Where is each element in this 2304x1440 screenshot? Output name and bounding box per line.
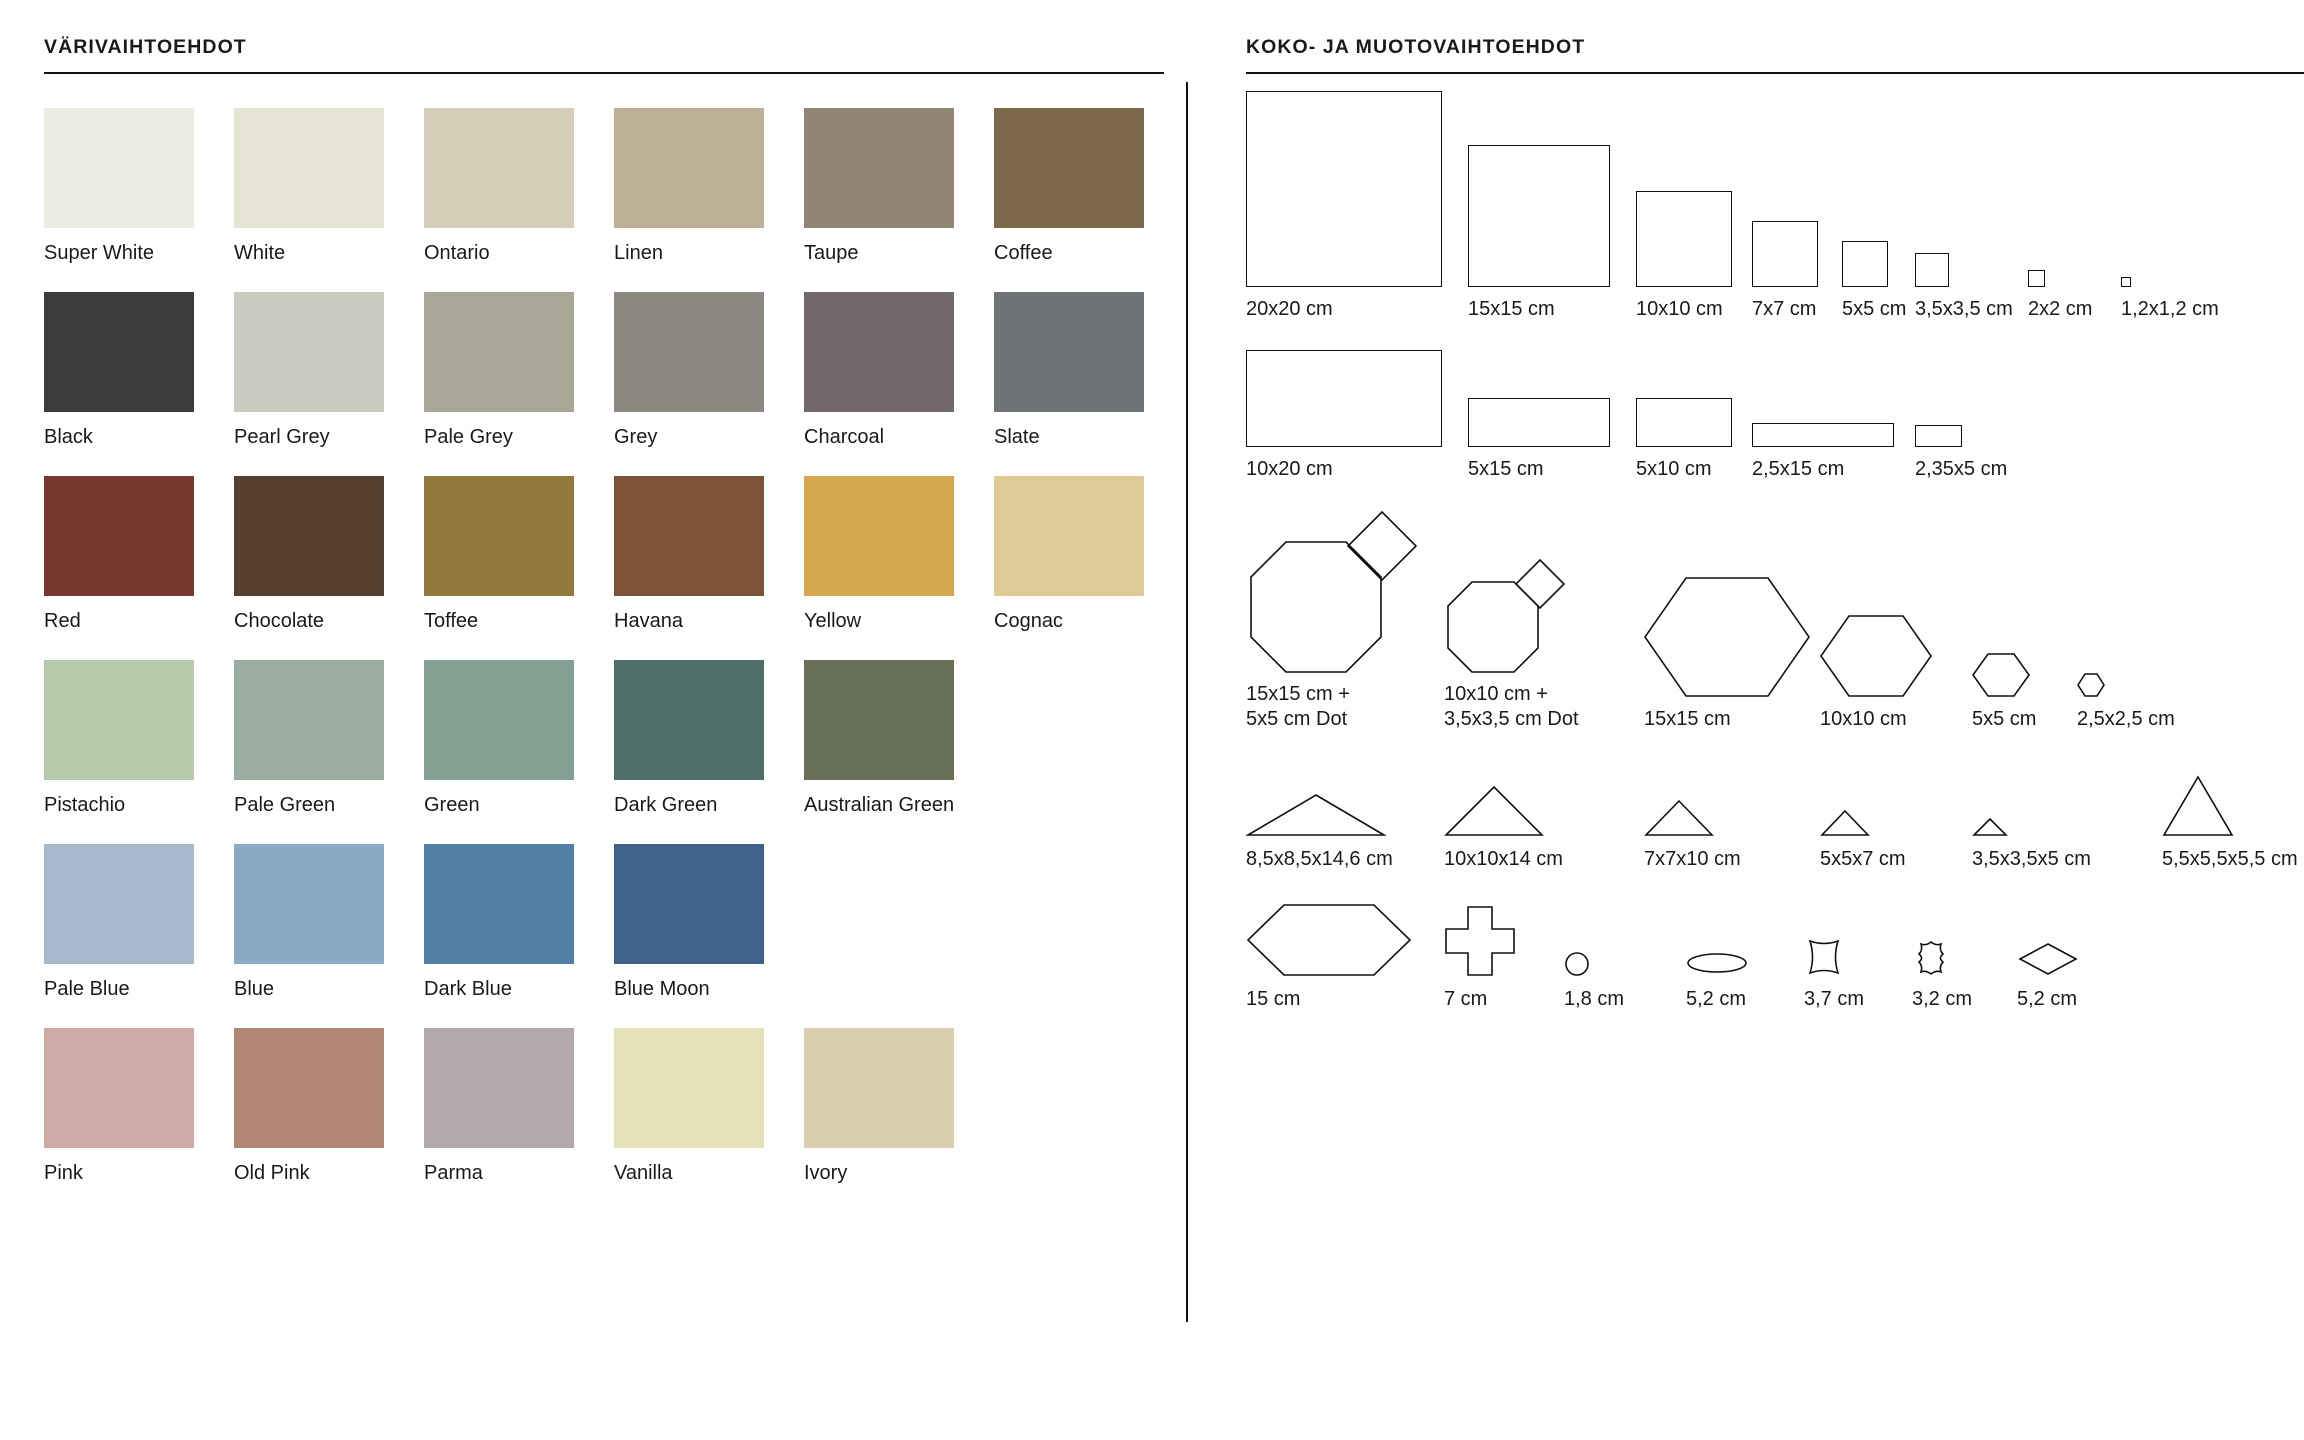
flower-shape bbox=[1912, 939, 1950, 977]
swatch-chip bbox=[234, 292, 384, 412]
swatch-label: Coffee bbox=[994, 242, 1053, 265]
shape-caption: 5,2 cm bbox=[2017, 988, 2078, 1011]
shape-item-square[interactable] bbox=[1752, 221, 1842, 322]
shape-caption: 7x7 cm bbox=[1752, 298, 1817, 321]
swatch-label: Grey bbox=[614, 426, 658, 449]
swatch-cell[interactable] bbox=[614, 292, 764, 449]
colour-swatch-grid bbox=[44, 108, 1164, 1185]
hexagon-shape bbox=[1644, 577, 1810, 697]
swatch-cell-empty bbox=[994, 660, 1144, 817]
shape-caption: 7x7x10 cm bbox=[1644, 848, 1741, 871]
swatch-chip bbox=[804, 660, 954, 780]
shape-item-triangle[interactable] bbox=[1444, 785, 1644, 872]
swatch-chip bbox=[614, 1028, 764, 1148]
swatch-label: Cognac bbox=[994, 610, 1063, 633]
swatch-cell[interactable] bbox=[804, 1028, 954, 1185]
swatch-chip bbox=[614, 660, 764, 780]
vertical-divider bbox=[1186, 82, 1188, 1322]
swatch-cell[interactable] bbox=[44, 660, 194, 817]
square-shape bbox=[2121, 277, 2131, 287]
rectangle-shape bbox=[1636, 398, 1732, 447]
shape-item-square[interactable] bbox=[2121, 277, 2241, 322]
swatch-label: Blue bbox=[234, 978, 275, 1001]
triangle-shape bbox=[1246, 793, 1386, 837]
shape-caption: 7 cm bbox=[1444, 988, 1488, 1011]
swatch-label: Pistachio bbox=[44, 794, 126, 817]
octagon-with-dot-shape bbox=[1444, 560, 1584, 672]
triangle-shapes-row bbox=[1246, 762, 2304, 872]
swatch-label: Red bbox=[44, 610, 81, 633]
swatch-cell[interactable] bbox=[614, 476, 764, 633]
shape-caption: 5x5 cm bbox=[1842, 298, 1907, 321]
shape-caption: 15x15 cm bbox=[1468, 298, 1555, 321]
swatch-cell[interactable] bbox=[614, 660, 764, 817]
colour-options-rule bbox=[44, 72, 1164, 74]
swatch-cell[interactable] bbox=[44, 1028, 194, 1185]
cross-shape bbox=[1444, 905, 1516, 977]
swatch-chip bbox=[994, 108, 1144, 228]
swatch-label: Yellow bbox=[804, 610, 862, 633]
swatch-label: Dark Blue bbox=[424, 978, 512, 1001]
swatch-cell[interactable] bbox=[234, 660, 384, 817]
swatch-label: Pale Green bbox=[234, 794, 336, 817]
square-shape bbox=[1246, 91, 1442, 287]
swatch-label: Parma bbox=[424, 1162, 483, 1185]
shape-item-octagon-dot[interactable] bbox=[1246, 512, 1444, 732]
swatch-label: Pale Blue bbox=[44, 978, 130, 1001]
colour-options-section bbox=[44, 36, 1204, 1440]
swatch-chip bbox=[44, 476, 194, 596]
rectangle-shape bbox=[1752, 423, 1894, 447]
swatch-cell[interactable] bbox=[804, 660, 954, 817]
square-shape bbox=[1636, 191, 1732, 287]
shape-item-triangle[interactable] bbox=[1644, 799, 1820, 872]
swatch-chip bbox=[424, 660, 574, 780]
shape-item-square[interactable] bbox=[2028, 270, 2121, 322]
size-shape-options-section bbox=[1204, 36, 2304, 1440]
swatch-label: Toffee bbox=[424, 610, 479, 633]
swatch-label: White bbox=[234, 242, 286, 265]
shape-item-rectangle[interactable] bbox=[1915, 425, 2055, 482]
swatch-label: Australian Green bbox=[804, 794, 955, 817]
shape-item-hexagon[interactable] bbox=[1972, 653, 2077, 732]
polygon-shapes-row bbox=[1246, 512, 2304, 732]
shape-item-rectangle[interactable] bbox=[1246, 350, 1468, 482]
rectangle-sizes-row bbox=[1246, 352, 2304, 482]
shape-caption: 1,2x1,2 cm bbox=[2121, 298, 2219, 321]
swatch-cell[interactable] bbox=[234, 108, 384, 265]
square-sizes-row bbox=[1246, 108, 2304, 322]
octagon-with-dot-shape bbox=[1246, 512, 1436, 672]
swatch-label: Vanilla bbox=[614, 1162, 673, 1185]
shape-item-lens[interactable] bbox=[1686, 949, 1804, 1012]
swatch-cell[interactable] bbox=[804, 108, 954, 265]
shape-caption: 8,5x8,5x14,6 cm bbox=[1246, 848, 1393, 871]
swatch-label: Pale Grey bbox=[424, 426, 513, 449]
swatch-chip bbox=[44, 292, 194, 412]
swatch-chip bbox=[424, 844, 574, 964]
lens-shape bbox=[1686, 949, 1748, 977]
shape-item-square[interactable] bbox=[1246, 91, 1468, 322]
shape-item-square[interactable] bbox=[1915, 253, 2028, 322]
swatch-label: Charcoal bbox=[804, 426, 885, 449]
swatch-chip bbox=[614, 108, 764, 228]
triangle-shape bbox=[1444, 785, 1544, 837]
shape-item-square[interactable] bbox=[1468, 145, 1636, 322]
swatch-cell[interactable] bbox=[424, 108, 574, 265]
swatch-label: Taupe bbox=[804, 242, 859, 265]
swatch-chip bbox=[804, 1028, 954, 1148]
swatch-chip bbox=[614, 844, 764, 964]
swatch-row bbox=[44, 844, 1164, 1001]
swatch-cell[interactable] bbox=[804, 476, 954, 633]
swatch-chip bbox=[804, 108, 954, 228]
shape-caption: 10x10x14 cm bbox=[1444, 848, 1563, 871]
swatch-row bbox=[44, 292, 1164, 449]
swatch-label: Pearl Grey bbox=[234, 426, 330, 449]
swatch-chip bbox=[804, 292, 954, 412]
swatch-cell-empty bbox=[804, 844, 954, 1001]
triangle-shape bbox=[2162, 775, 2234, 837]
shape-caption: 15 cm bbox=[1246, 988, 1301, 1011]
swatch-label: Havana bbox=[614, 610, 683, 633]
swatch-cell[interactable] bbox=[994, 108, 1144, 265]
hexagon-shape bbox=[1820, 615, 1932, 697]
shape-item-rounded-square[interactable] bbox=[1804, 937, 1912, 1012]
swatch-cell[interactable] bbox=[614, 1028, 764, 1185]
swatch-chip bbox=[234, 108, 384, 228]
swatch-cell[interactable] bbox=[424, 476, 574, 633]
swatch-chip bbox=[44, 1028, 194, 1148]
triangle-shape bbox=[1644, 799, 1714, 837]
swatch-row bbox=[44, 108, 1164, 265]
swatch-label: Super White bbox=[44, 242, 155, 265]
swatch-cell[interactable] bbox=[234, 476, 384, 633]
swatch-label: Ivory bbox=[804, 1162, 848, 1185]
shape-item-octagon-dot[interactable] bbox=[1444, 560, 1644, 732]
swatch-chip bbox=[424, 108, 574, 228]
swatch-row bbox=[44, 660, 1164, 817]
swatch-chip bbox=[424, 292, 574, 412]
swatch-label: Pink bbox=[44, 1162, 83, 1185]
shape-caption: 5x5x7 cm bbox=[1820, 848, 1906, 871]
shape-item-triangle[interactable] bbox=[2162, 775, 2304, 872]
shape-item-square[interactable] bbox=[1842, 241, 1915, 322]
shape-item-triangle[interactable] bbox=[1972, 817, 2162, 872]
shape-item-rectangle[interactable] bbox=[1636, 398, 1752, 482]
shape-caption: 3,7 cm bbox=[1804, 988, 1865, 1011]
shape-item-hexagon[interactable] bbox=[2077, 673, 2227, 732]
shape-item-triangle[interactable] bbox=[1246, 793, 1444, 872]
swatch-row bbox=[44, 1028, 1164, 1185]
square-shape bbox=[1842, 241, 1888, 287]
square-shape bbox=[2028, 270, 2045, 287]
swatch-cell[interactable] bbox=[994, 476, 1144, 633]
triangle-shape bbox=[1820, 809, 1870, 837]
swatch-label: Old Pink bbox=[234, 1162, 310, 1185]
swatch-label: Chocolate bbox=[234, 610, 325, 633]
shape-caption: 3,2 cm bbox=[1912, 988, 1973, 1011]
swatch-chip bbox=[614, 476, 764, 596]
swatch-cell[interactable] bbox=[44, 108, 194, 265]
swatch-cell[interactable] bbox=[614, 108, 764, 265]
swatch-cell[interactable] bbox=[44, 844, 194, 1001]
swatch-chip bbox=[234, 844, 384, 964]
swatch-cell[interactable] bbox=[424, 660, 574, 817]
shape-caption: 10x10 cm bbox=[1820, 708, 1907, 731]
swatch-label: Black bbox=[44, 426, 93, 449]
colour-options-title: VÄRIVAIHTOEHDOT bbox=[44, 36, 247, 58]
shape-caption: 2,5x15 cm bbox=[1752, 458, 1845, 481]
swatch-row bbox=[44, 476, 1164, 633]
swatch-chip bbox=[424, 1028, 574, 1148]
swatch-cell[interactable] bbox=[234, 844, 384, 1001]
swatch-chip bbox=[424, 476, 574, 596]
shape-caption: 2x2 cm bbox=[2028, 298, 2093, 321]
swatch-cell[interactable] bbox=[424, 292, 574, 449]
swatch-chip bbox=[44, 660, 194, 780]
square-shape bbox=[1752, 221, 1818, 287]
shape-item-hexagon[interactable] bbox=[1820, 615, 1972, 732]
size-shape-options-rule bbox=[1246, 72, 2304, 74]
shape-item-rectangle[interactable] bbox=[1752, 423, 1915, 482]
hexagon-shape bbox=[1972, 653, 2030, 697]
swatch-cell[interactable] bbox=[994, 292, 1144, 449]
rectangle-shape bbox=[1915, 425, 1962, 447]
triangle-shape bbox=[1972, 817, 2008, 837]
shape-caption: 15x15 cm + 5x5 cm Dot bbox=[1246, 683, 1350, 731]
shape-caption: 15x15 cm bbox=[1644, 708, 1731, 731]
rounded-square-shape bbox=[1804, 937, 1844, 977]
shape-caption: 5x15 cm bbox=[1468, 458, 1544, 481]
swatch-cell[interactable] bbox=[424, 844, 574, 1001]
shape-item-cross[interactable] bbox=[1444, 905, 1564, 1012]
shape-caption: 10x20 cm bbox=[1246, 458, 1333, 481]
swatch-chip bbox=[234, 660, 384, 780]
shape-caption: 3,5x3,5x5 cm bbox=[1972, 848, 2091, 871]
swatch-chip bbox=[994, 292, 1144, 412]
swatch-label: Linen bbox=[614, 242, 663, 265]
swatch-chip bbox=[234, 1028, 384, 1148]
swatch-chip bbox=[804, 476, 954, 596]
swatch-cell[interactable] bbox=[424, 1028, 574, 1185]
shape-caption: 5x10 cm bbox=[1636, 458, 1712, 481]
swatch-chip bbox=[994, 476, 1144, 596]
swatch-cell[interactable] bbox=[804, 292, 954, 449]
square-shape bbox=[1915, 253, 1949, 287]
shape-caption: 10x10 cm bbox=[1636, 298, 1723, 321]
shape-caption: 3,5x3,5 cm bbox=[1915, 298, 2013, 321]
shape-item-rectangle[interactable] bbox=[1468, 398, 1636, 482]
shape-caption: 10x10 cm + 3,5x3,5 cm Dot bbox=[1444, 683, 1579, 731]
diamond-shape bbox=[2017, 941, 2079, 977]
shape-caption: 5,2 cm bbox=[1686, 988, 1747, 1011]
rectangle-shape bbox=[1246, 350, 1442, 447]
hexagon-shape bbox=[2077, 673, 2105, 697]
size-shape-options-title: KOKO- JA MUOTOVAIHTOEHDOT bbox=[1246, 36, 1586, 58]
swatch-label: Slate bbox=[994, 426, 1040, 449]
swatch-cell[interactable] bbox=[44, 292, 194, 449]
swatch-chip bbox=[234, 476, 384, 596]
circle-shape bbox=[1564, 951, 1590, 977]
shape-caption: 1,8 cm bbox=[1564, 988, 1625, 1011]
swatch-cell[interactable] bbox=[234, 1028, 384, 1185]
shape-item-elongated-hexagon[interactable] bbox=[1246, 903, 1444, 1012]
swatch-label: Dark Green bbox=[614, 794, 718, 817]
swatch-label: Green bbox=[424, 794, 480, 817]
special-shapes-row bbox=[1246, 902, 2304, 1012]
swatch-cell[interactable] bbox=[614, 844, 764, 1001]
swatch-cell-empty bbox=[994, 844, 1144, 1001]
shape-item-triangle[interactable] bbox=[1820, 809, 1972, 872]
swatch-chip bbox=[44, 108, 194, 228]
rectangle-shape bbox=[1468, 398, 1610, 447]
shape-caption: 5,5x5,5x5,5 cm bbox=[2162, 848, 2298, 871]
shape-item-circle[interactable] bbox=[1564, 951, 1686, 1012]
square-shape bbox=[1468, 145, 1610, 287]
shape-caption: 5x5 cm bbox=[1972, 708, 2037, 731]
swatch-label: Ontario bbox=[424, 242, 490, 265]
shape-item-square[interactable] bbox=[1636, 191, 1752, 322]
shape-caption: 2,35x5 cm bbox=[1915, 458, 2008, 481]
shape-caption: 20x20 cm bbox=[1246, 298, 1333, 321]
swatch-chip bbox=[44, 844, 194, 964]
shape-item-hexagon[interactable] bbox=[1644, 577, 1820, 732]
swatch-cell[interactable] bbox=[234, 292, 384, 449]
shape-item-diamond[interactable] bbox=[2017, 941, 2137, 1012]
shape-item-flower[interactable] bbox=[1912, 939, 2017, 1012]
swatch-label: Blue Moon bbox=[614, 978, 710, 1001]
shape-caption: 2,5x2,5 cm bbox=[2077, 708, 2175, 731]
elongated-hexagon-shape bbox=[1246, 903, 1412, 977]
swatch-cell[interactable] bbox=[44, 476, 194, 633]
swatch-cell-empty bbox=[994, 1028, 1144, 1185]
swatch-chip bbox=[614, 292, 764, 412]
